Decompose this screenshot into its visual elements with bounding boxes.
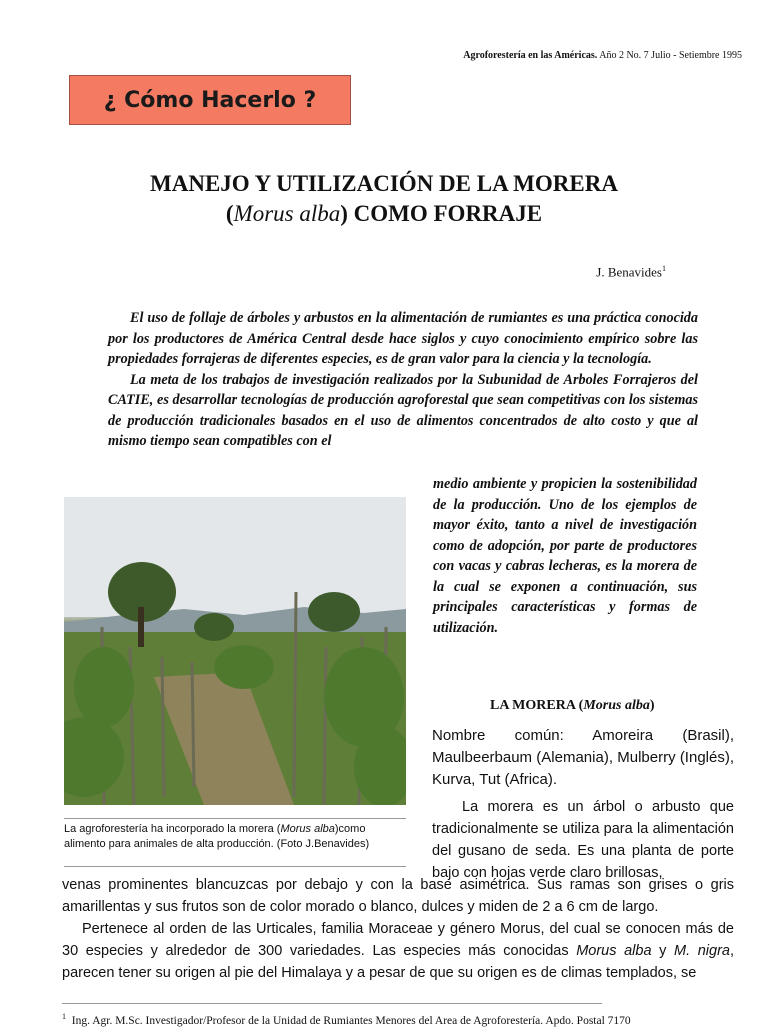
caption-species: Morus alba	[280, 823, 335, 835]
caption-part-a: La agroforestería ha incorporado la morera (	[64, 823, 281, 835]
article-title	[0, 169, 768, 229]
title-paren: (	[225, 201, 234, 226]
author-footnote-mark: 1	[662, 264, 666, 273]
p2-text-c: , parecen tener su origen al pie del Himalaya y a pesar de que su origen es de climas templados, se	[62, 943, 735, 981]
body-paragraph-1-end: venas prominentes blancuzcas por debajo y con la base asimétrica. Sus ramas son grises o gris amarillentas y sus frutos son de color morado o blanco, dulces y miden de 2 a 6 cm de largo.	[62, 877, 734, 915]
body-paragraph-1-column	[432, 796, 734, 884]
caption-rule-bottom	[64, 866, 406, 867]
abstract-paragraph-2: La meta de los trabajos de investigación realizados por la Subunidad de Arboles Forrajeros del CATIE, es desarrollar tecnologías de producción agroforestal que sean competitivas con los sistemas de producción tradicionales basados en el uso de alimentos concentrados de alto costo y que al mismo tiempo sean compatibles con el	[108, 371, 698, 449]
title-line-1: MANEJO Y UTILIZACIÓN DE LA MORERA	[150, 171, 618, 196]
body-paragraph-1-start: La morera es un árbol o arbusto que tradicionalmente se utiliza para la alimentación del gusano de seda. Es una planta de porte bajo con hojas verde claro brillosas,	[432, 799, 734, 881]
photo-illustration	[64, 497, 406, 805]
body-paragraph-2	[62, 918, 734, 984]
p2-species-2: M. nigra	[674, 943, 730, 959]
p2-text-a: Pertenece al orden de las Urticales, familia Moraceae y género Morus, del cual se conocen más de 30 especies y alrededor de 300 variedades. Las especies más conocidas	[62, 921, 734, 959]
caption-part-b: )como alimento para animales de alta producción. (Foto J.Benavides)	[64, 823, 370, 850]
journal-header	[463, 50, 742, 61]
footnote-rule	[62, 1003, 602, 1004]
abstract-paragraph-1: El uso de follaje de árboles y arbustos en la alimentación de rumiantes es una práctica conocida por los productores de América Central desde hace siglos y cuyo conocimiento empírico sobre las propiedades forrajeras de diferentes especies, es de gran valor para la ciencia y la tecnología.	[108, 310, 698, 367]
author-name	[596, 264, 666, 280]
p2-species-1: Morus alba	[576, 943, 652, 959]
p2-text-b: y	[651, 943, 675, 959]
common-names: Nombre común: Amoreira (Brasil), Maulbeerbaum (Alemania), Mulberry (Inglés), Kurva, Tut (Africa).	[432, 727, 734, 788]
body-full-width	[62, 874, 734, 984]
footnote-text: Ing. Agr. M.Sc. Investigador/Profesor de la Unidad de Rumiantes Menores del Area de Agroforestería. Apdo. Postal 7170	[71, 1014, 631, 1027]
mulberry-field-photo	[64, 497, 406, 805]
section-heading-close: )	[649, 698, 655, 713]
author-text: J. Benavides	[596, 264, 662, 280]
photo-caption	[64, 822, 409, 852]
journal-name: Agroforestería en las Américas.	[463, 50, 598, 61]
journal-issue: Año 2 No. 7 Julio - Setiembre 1995	[599, 50, 742, 61]
title-rest: ) COMO FORRAJE	[340, 201, 543, 226]
abstract-continuation: medio ambiente y propicien la sostenibilidad de la producción. Uno de los ejemplos de mayor éxito, tanto a nivel de investigación como de adopción, por parte de productores con vacas y cabras lecheras, es la morera de la cual se exponen a continuación, sus principales características y formas de utilización.	[433, 476, 697, 636]
footnote-mark: 1	[62, 1012, 66, 1021]
footnote	[62, 1012, 742, 1027]
section-banner	[69, 75, 351, 125]
caption-rule-top	[64, 818, 406, 819]
section-heading-species: Morus alba	[583, 698, 650, 713]
title-species: Morus alba	[233, 201, 341, 226]
abstract	[108, 308, 698, 452]
section-heading	[490, 698, 655, 714]
section-heading-text: LA MORERA (	[490, 698, 584, 713]
banner-label: ¿ Cómo Hacerlo ?	[103, 87, 317, 113]
title-line-2	[0, 199, 768, 229]
